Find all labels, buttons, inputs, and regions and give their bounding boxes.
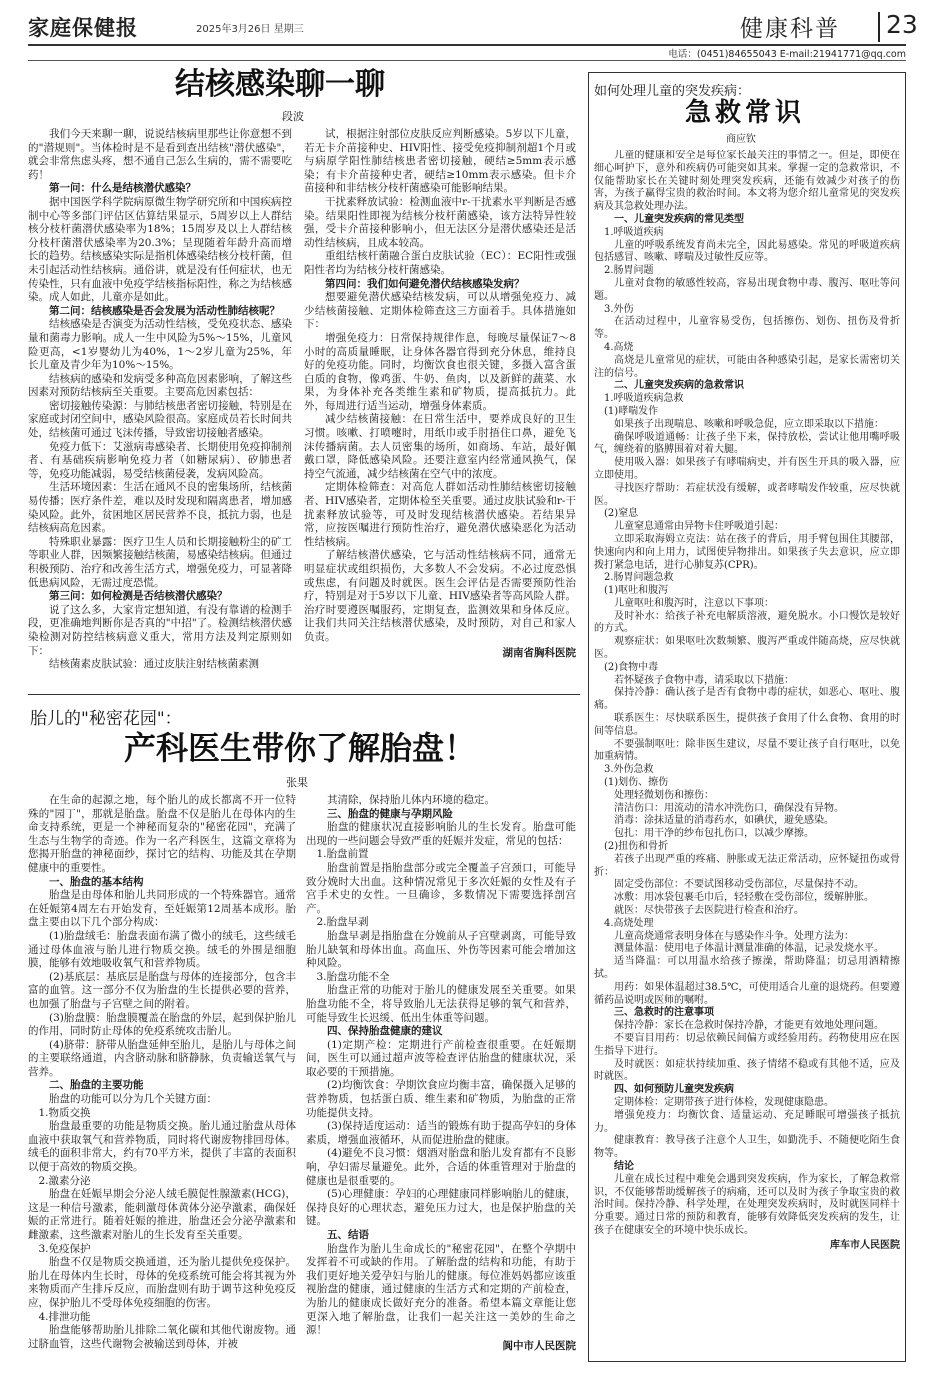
- article-2-col-2: [306, 794, 576, 1364]
- paragraph: 胎盘作为胎儿生命成长的"秘密花园"，在整个孕期中发挥着不可或缺的作用。了解胎盘的结构和功能，有助于我们更好地关爱孕妇与胎儿的健康。每位准妈妈都应该重视胎盘的健康，通过健康的生活方式和定期的产前检查，为胎儿的健康成长做好充分的准备。希望本篇文章能让您更深入地了解胎盘，让我们一起关注这一美妙的生命之源！: [306, 1242, 576, 1337]
- paragraph: 在生命的起源之地，每个胎儿的成长都离不开一位特殊的"园丁"，那就是胎盘。胎盘不仅是胎儿在母体内的生命支持系统，更是一个神秘而复杂的"秘密花园"，充满了生态与生物学的奇迹。作为一名产科医生，这篇文章将为您揭开胎盘的神秘面纱，探讨它的结构、功能及其在孕期健康中的重要性。: [28, 794, 296, 874]
- subheading: 一、胎盘的基本结构: [49, 875, 144, 888]
- paragraph: 及时补水：给孩子补充电解质溶液，避免脱水。小口慢饮是较好的方式。: [594, 610, 900, 635]
- article-2-author: 张果: [286, 776, 308, 789]
- minor-heading: 3.免疫保护: [38, 1242, 91, 1255]
- paragraph: 结核菌素皮肤试验：通过皮肤注射结核菌素测: [49, 658, 259, 671]
- article-1-author: 段波: [282, 110, 304, 123]
- minor-heading: 1.物质交换: [38, 1106, 91, 1119]
- minor-heading: 3.外伤: [604, 303, 634, 315]
- page-number: 23: [886, 10, 918, 39]
- minor-heading: 3.外伤急救: [604, 764, 654, 776]
- paragraph: 增强免疫力：日常保持规律作息，每晚尽量保证7～8小时的高质量睡眠，让身体各器官得到充分休息，维持良好的免疫功能。同时，均衡饮食也很关键，多摄入富含蛋白质的食物，像鸡蛋、牛奶、鱼肉，以及新鲜的蔬菜、水果，为身体补充各类维生素和矿物质，提高抵抗力。此外，每周进行适当运动，增强身体素质。: [304, 331, 576, 412]
- subheading: 四、如何预防儿童突发疾病: [614, 1084, 734, 1096]
- paragraph: 减少结核菌接触：在日常生活中，要养成良好的卫生习惯。咳嗽、打喷嚏时，用纸巾或手肘捂住口鼻，避免飞沫传播病菌。去人员密集的场所，如商场、车站，最好佩戴口罩，降低感染风险。还要注意室内经常通风换气，保持空气流通，减少结核菌在空气中的浓度。: [304, 413, 576, 480]
- paragraph: (4)脐带：脐带从胎盘延伸至胎儿，是胎儿与母体之间的主要联络通道，内含脐动脉和脐静脉，负责输送氧气与营养。: [28, 1038, 296, 1078]
- paragraph: 定期体检筛查：对高危人群如活动性肺结核密切接触者、HIV感染者，定期体检至关重要。通过皮肤试验和r-干扰素释放试验等，可及时发现结核潜伏感染。若结果异常，应按医嘱进行预防性治疗，避免潜伏感染恶化为活动性结核病。: [304, 481, 576, 548]
- subheading: 二、胎盘的主要功能: [49, 1079, 144, 1092]
- paragraph: 特殊职业暴露：医疗卫生人员和长期接触粉尘的矿工等职业人群，因频繁接触结核菌，易感染结核病。但通过积极预防、治疗和改善生活方式，增强免疫力，可显著降低患病风险，无需过度恐慌。: [28, 535, 292, 589]
- minor-heading: 4.高烧: [604, 341, 634, 353]
- paragraph: (3)胎盘膜：胎盘膜覆盖在胎盘的外层，起到保护胎儿的作用，同时防止母体的免疫系统攻击胎儿。: [28, 1011, 296, 1038]
- paragraph: 增强免疫力：均衡饮食、适量运动、充足睡眠可增强孩子抵抗力。: [594, 1109, 900, 1134]
- paragraph: 寻找医疗帮助：若症状没有缓解，或者哮喘发作较重，应尽快就医。: [594, 482, 900, 507]
- section-title: 健康科普: [740, 16, 840, 42]
- minor-heading: (2)食物中毒: [604, 661, 659, 673]
- paragraph: 了解结核潜伏感染，它与活动性结核病不同，通常无明显症状或组织损伤，大多数人不会发病。不必过度恐惧或焦虑，有问题及时就医。医生会评估是否需要预防性治疗，特别是对于5岁以下儿童、HIV感染者等高风险人群。治疗时要遵医嘱服药，定期复查，监测效果和身体反应。让我们共同关注结核潜伏感染，及时预防，对自己和家人负责。: [304, 549, 576, 643]
- paragraph: 胎盘的功能可以分为几个关键方面：: [49, 1093, 217, 1106]
- paragraph: 使用吸入器：如果孩子有哮喘病史，并有医生开具的吸入器，应立即使用。: [594, 457, 900, 481]
- paragraph: 儿童的呼吸系统发育尚未完全，因此易感染。常见的呼吸道疾病包括感冒、咳嗽、哮喘及过敏性反应等。: [594, 239, 900, 264]
- section-rule: [28, 694, 580, 695]
- paragraph: 如果孩子出现喘息、咳嗽和呼吸急促，应立即采取以下措施：: [614, 418, 884, 430]
- subheading: 三、急救时的注意事项: [614, 1007, 714, 1019]
- paragraph: 想要避免潜伏感染结核发病，可以从增强免疫力、减少结核菌接触、定期体检筛查这三方面着手。具体措施如下：: [304, 291, 576, 331]
- article-2-col-1: [28, 794, 296, 1378]
- paragraph: 高烧是儿童常见的症状，可能由各种感染引起，是家长需密切关注的信号。: [594, 354, 900, 379]
- subheading: 第三问：如何检测是否结核潜伏感染？: [49, 590, 228, 603]
- issue-date: 2025年3月26日 星期三: [196, 24, 304, 35]
- paragraph: 就医：尽快带孩子去医院进行检查和治疗。: [614, 905, 804, 917]
- paragraph: 联系医生：尽快联系医生，提供孩子食用了什么食物、食用的时间等信息。: [594, 713, 900, 737]
- paragraph: 不要强制呕吐：除非医生建议，尽量不要让孩子自行呕吐，以免加重病情。: [594, 738, 900, 763]
- minor-heading: 3.胎盘功能不全: [316, 970, 390, 983]
- paragraph: 在活动过程中，儿童容易受伤，包括擦伤、划伤、扭伤及骨折等。: [594, 316, 900, 341]
- paragraph: (1)定期产检：定期进行产前检查很重要。在妊娠期间，医生可以通过超声波等检查评估胎盘的健康状况，采取必要的干预措施。: [306, 1038, 576, 1078]
- newspaper-name: 家庭保健报: [28, 16, 138, 40]
- paragraph: 胎盘在妊娠早期会分泌人绒毛膜促性腺激素(HCG)，这是一种信号激素，能刺激母体黄体分泌孕激素，确保妊娠的正常进行。随着妊娠的推进，胎盘还会分泌孕激素和雌激素，这些激素对胎儿的生长发育至关重要。: [28, 1188, 296, 1241]
- paragraph: 儿童窒息通常由异物卡住呼吸道引起：: [614, 521, 784, 533]
- subheading: 三、胎盘的健康与孕期风险: [327, 807, 453, 820]
- paragraph: 据中国医学科学院病原微生物学研究所和中国疾病控制中心等多部门评估区估算结果显示，5周岁以上人群结核分枝杆菌潜伏感染率为18%；15周岁及以上人群结核分枝杆菌潜伏感染率为20.3%；呈现随着年龄升高而增长的趋势。结核感染实际是指机体感染结核分枝杆菌，但未引起活动性结核病。通俗讲，就是没有任何症状，也无传染性，只有血液中免疫学结核指标阳性，称之为结核感染。成人如此，儿童亦是如此。: [28, 195, 292, 304]
- article-1-col-2: [304, 128, 576, 684]
- paragraph: 观察症状：如果呕吐次数频繁、腹泻严重或伴随高烧，应尽快就医。: [594, 636, 900, 661]
- subheading: 五、结语: [327, 1229, 369, 1241]
- paragraph: 干扰素释放试验：检测血液中r-干扰素水平判断是否感染。结果阳性即视为结核分枝杆菌感染，该方法特异性较强，受卡介苗接种影响小，但无法区分是潜伏感染还是活动性结核病，且成本较高。: [304, 195, 576, 249]
- source-hospital: 湖南省胸科医院: [502, 646, 576, 659]
- minor-heading: (1)哮喘发作: [604, 405, 659, 417]
- subheading: 一、儿童突发疾病的常见类型: [614, 213, 744, 225]
- minor-heading: 1.胎盘前置: [316, 848, 369, 861]
- paragraph: 消毒：涂抹适量的消毒药水，如碘伏，避免感染。: [614, 815, 834, 827]
- contact-info: 电话：(0451)84655043 E-mail:21941771@qq.com: [668, 49, 906, 60]
- paragraph: 测量体温：使用电子体温计测量准确的体温，记录发烧水平。: [614, 943, 884, 955]
- article-3-title: 急救常识: [684, 98, 805, 128]
- paragraph: 固定受伤部位：不要试图移动受伤部位，尽量保持不动。: [614, 879, 864, 891]
- paragraph: 处理轻微划伤和擦伤：: [614, 789, 714, 801]
- article-3-kicker: 如何处理儿童的突发疾病：: [594, 84, 751, 99]
- paragraph: 结核感染是否演变为活动性结核，受免疫状态、感染量和菌毒力影响。成人一生中风险为5%～15%，儿童风险更高，<1岁婴幼儿为40%，1～2岁儿童为25%，年长儿童及青少年为10%～15%。: [28, 318, 292, 372]
- paragraph: 定期体检：定期带孩子进行体检，发现健康隐患。: [614, 1096, 834, 1108]
- minor-heading: (1)划伤、擦伤: [604, 777, 669, 789]
- paragraph: 重组结核杆菌融合蛋白皮肤试验（EC）：EC阳性或强阳性者均为结核分枝杆菌感染。: [304, 250, 576, 276]
- paragraph: 保持冷静：家长在急救时保持冷静，才能更有效地处理问题。: [614, 1020, 884, 1032]
- paragraph: 确保呼吸道通畅：让孩子坐下来，保持放松，尝试让他用嘴呼吸气，缠绕着的胳膊围着对着大腿。: [594, 431, 900, 456]
- paragraph: (4)避免不良习惯：烟酒对胎盘和胎儿发育都有不良影响，孕妇需尽量避免。此外，合适的体重管理对于胎盘的健康也是很重要的。: [306, 1147, 576, 1187]
- source-hospital: 阆中市人民医院: [502, 1339, 576, 1352]
- paragraph: 胎盘能够帮助胎儿排除二氧化碳和其他代谢废物。通过脐血管，这些代谢物会被输送到母体，并被: [28, 1324, 296, 1350]
- article-2-kicker: 胎儿的"秘密花园"：: [30, 709, 182, 729]
- paragraph: 结核病的感染和发病受多种高危因素影响，了解这些因素对预防结核病至关重要。主要高危因素包括：: [28, 372, 292, 399]
- minor-heading: 1.呼吸道疾病急救: [604, 393, 684, 405]
- masthead: [28, 4, 918, 46]
- subheading: 二、儿童突发疾病的急救常识: [614, 380, 744, 392]
- paragraph: 冰敷：用冰袋包裹毛巾后，轻轻敷在受伤部位，缓解肿胀。: [614, 892, 874, 904]
- paragraph: 我们今天来聊一聊，说说结核病里那些让你意想不到的"潜规则"。当体检时是不是看到查出结核"潜伏感染"，就会非常焦虑头疼，想不通自己怎么生病的，需不需要吃药！: [28, 128, 292, 181]
- paragraph: 用药：如果体温超过38.5℃，可使用适合儿童的退烧药。但要遵循药品说明或医师的嘱咐。: [594, 981, 900, 1006]
- minor-heading: 2.激素分泌: [38, 1174, 91, 1187]
- paragraph: 儿童呕吐和腹泻时，注意以下事项：: [614, 597, 774, 609]
- masthead-divider: [878, 12, 880, 42]
- article-2-title: 产科医生带你了解胎盘！: [123, 729, 476, 767]
- paragraph: (5)心理健康：孕妇的心理健康同样影响胎儿的健康，保持良好的心理状态，避免压力过大，也是保护胎盘的关键。: [306, 1188, 576, 1228]
- minor-heading: (1)呕吐和腹泻: [604, 585, 669, 597]
- paragraph: 密切接触传染源：与肺结核患者密切接触，特别是在家庭或封闭空间中，感染风险很高。家庭成员若长时间共处，结核菌可通过飞沫传播，导致密切接触者感染。: [28, 399, 292, 440]
- minor-heading: 2.肠胃问题急救: [604, 572, 674, 584]
- paragraph: 胎盘正常的功能对于胎儿的健康发展至关重要。如果胎盘功能不全，将导致胎儿无法获得足够的氧气和营养，可能导致生长迟缓、低出生体重等问题。: [306, 984, 576, 1024]
- minor-heading: 2.肠胃问题: [604, 265, 654, 277]
- paragraph: 保持冷静：确认孩子是否有食物中毒的症状，如恶心、呕吐、腹痛。: [594, 687, 900, 712]
- subheading: 四、保持胎盘健康的建议: [327, 1025, 443, 1038]
- minor-heading: (2)扭伤和骨折: [604, 841, 669, 853]
- subheading: 第一问：什么是结核潜伏感染？: [49, 182, 196, 195]
- paragraph: 儿童对食物的敏感性较高，容易出现食物中毒、腹泻、呕吐等问题。: [594, 277, 900, 302]
- paragraph: (3)保持适度运动：适当的锻炼有助于提高孕妇的身体素质，增强血液循环，从而促进胎盘的健康。: [306, 1120, 576, 1146]
- paragraph: 其清除，保持胎儿体内环境的稳定。: [327, 794, 495, 806]
- article-3-author: 商应钦: [726, 134, 756, 145]
- paragraph: 试，根据注射部位皮肤反应判断感染。5岁以下儿童，若无卡介苗接种史、HIV阳性、接受免疫抑制剂超1个月或与病原学阳性肺结核患者密切接触，硬结≥5mm表示感染；有卡介苗接种史者，硬结≥10mm表示感染。但卡介苗接种和非结核分枝杆菌感染可能影响结果。: [304, 128, 576, 195]
- paragraph: 清洁伤口：用流动的清水冲洗伤口，确保没有异物。: [614, 802, 844, 814]
- minor-heading: 4.排泄功能: [38, 1310, 91, 1323]
- paragraph: 不要盲目用药：切忌依赖民间偏方或经验用药。药物使用应在医生指导下进行。: [594, 1032, 900, 1057]
- minor-heading: 4.高烧处理: [604, 917, 654, 929]
- subheading: 结论: [614, 1160, 634, 1172]
- paragraph: 胎盘的健康状况直接影响胎儿的生长发育。胎盘可能出现的一些问题会导致严重的妊娠并发症，常见的包括：: [306, 821, 576, 847]
- paragraph: 说了这么多，大家肯定想知道，有没有靠谱的检测手段，更准确地判断你是否真的"中招"了。检测结核潜伏感染检测对防控结核病意义重大，常用方法及判定原则如下：: [28, 603, 292, 657]
- paragraph: 及时就医：如症状持续加重、孩子情绪不稳或有其他不适，应及时就医。: [594, 1058, 900, 1083]
- paragraph: 胎盘不仅是物质交换通道，还为胎儿提供免疫保护。胎儿在母体内生长时，母体的免疫系统可能会将其视为外来物质而产生排斥反应，而胎盘则有助于调节这种免疫反应，保护胎儿不受母体免疫细胞的伤害。: [28, 1256, 296, 1309]
- paragraph: (2)均衡饮食：孕期饮食应均衡丰富，确保摄入足够的营养物质，包括蛋白质、维生素和矿物质，为胎盘的正常功能提供支持。: [306, 1079, 576, 1119]
- paragraph: (2)基底层：基底层是胎盘与母体的连接部分，包含丰富的血管。这一部分不仅为胎盘的生长提供必要的营养，也加强了胎盘与子宫壁之间的附着。: [28, 970, 296, 1010]
- minor-heading: 1.呼吸道疾病: [604, 226, 664, 238]
- paragraph: 立即采取海姆立克法：站在孩子的背后，用手臂包围住其腰部，快速向内和向上用力，试图使异物排出。如果孩子失去意识，应立即拨打紧急电话，进行心肺复苏(CPR)。: [594, 533, 900, 571]
- paragraph: 适当降温：可以用温水给孩子擦澡，帮助降温；切忌用酒精擦拭。: [594, 956, 900, 980]
- header-rule: [28, 60, 906, 61]
- paragraph: 胎盘早剥是指胎盘在分娩前从子宫壁剥离，可能导致胎儿缺氧和母体出血。高血压、外伤等因素可能会增加这种风险。: [306, 929, 576, 970]
- article-3-col: [594, 150, 900, 1356]
- paragraph: 若怀疑孩子食物中毒，请采取以下措施：: [614, 674, 794, 686]
- paragraph: 儿童在成长过程中难免会遇到突发疾病，作为家长，了解急救常识，不仅能够帮助缓解孩子的病痛，还可以及时为孩子争取宝贵的救治时间。保持冷静、科学处理，在处理突发疾病时，及时就医同样十分重要。通过日常的预防和教育，能够有效降低突发疾病的发生，让孩子在健康安全的环境中快乐成长。: [594, 1173, 900, 1236]
- paragraph: 若孩子出现严重的疼痛、肿胀或无法正常活动，应怀疑扭伤或骨折：: [594, 853, 900, 878]
- source-hospital: 库车市人民医院: [830, 1239, 900, 1251]
- article-1-title: 结核感染聊一聊: [175, 67, 385, 102]
- subheading: 第二问：结核感染是否会发展为活动性肺结核呢？: [49, 304, 280, 317]
- minor-heading: (2)窒息: [604, 508, 639, 520]
- paragraph: 免疫力低下：艾滋病毒感染者、长期使用免疫抑制剂者、有基础疾病影响免疫力者（如糖尿病）、矽肺患者等，免疫功能减弱，易受结核菌侵袭，发病风险高。: [28, 440, 292, 480]
- paragraph: 胎盘最重要的功能是物质交换。胎儿通过胎盘从母体血液中获取氧气和营养物质，同时将代谢废物排回母体。绒毛的面积非常大，约有70平方米，提供了丰富的表面积以便于高效的物质交换。: [28, 1120, 296, 1174]
- paragraph: (1)胎盘绒毛：胎盘表面布满了微小的绒毛，这些绒毛通过母体血液与胎儿进行物质交换。绒毛的外围是细胞膜，能够有效地吸收氧气和营养物质。: [28, 929, 296, 970]
- subheading: 第四问：我们如何避免潜伏结核感染发病？: [325, 277, 525, 290]
- paragraph: 健康教育：教导孩子注意个人卫生，如勤洗手、不随便吃陌生食物等。: [594, 1135, 900, 1160]
- paragraph: 儿童的健康和安全是每位家长最关注的事情之一。但是，即使在细心呵护下，意外和疾病仍可能突如其来。掌握一定的急救常识，不仅能帮助家长在关键时刻处理突发疾病，还能有效减少对孩子的伤害，为孩子赢得宝贵的救治时间。本文将为您介绍儿童常见的突发疾病及其急救处理办法。: [594, 150, 900, 213]
- paragraph: 儿童高烧通常表明身体在与感染作斗争。处理方法为：: [614, 930, 854, 942]
- minor-heading: 2.胎盘早剥: [316, 916, 369, 929]
- paragraph: 胎盘前置是指胎盘部分或完全覆盖子宫颈口，可能导致分娩时大出血。这种情况常见于多次妊娠的女性及有子宫手术史的女性。一旦确诊，多数情况下需要选择剖宫产。: [306, 861, 576, 915]
- article-1-col-1: [28, 128, 292, 678]
- paragraph: 胎盘是由母体和胎儿共同形成的一个特殊器官。通常在妊娠第4周左右开始发育，至妊娠第12周基本成形。胎盘主要由以下几个部分构成：: [28, 889, 296, 929]
- paragraph: 包扎：用干净的纱布包扎伤口，以减少摩擦。: [614, 828, 814, 840]
- paragraph: 生活环境因素：生活在通风不良的密集场所，结核菌易传播；医疗条件差，难以及时发现和隔离患者，增加感染风险。此外，贫困地区居民营养不良，抵抗力弱，也是结核病高危因素。: [28, 481, 292, 535]
